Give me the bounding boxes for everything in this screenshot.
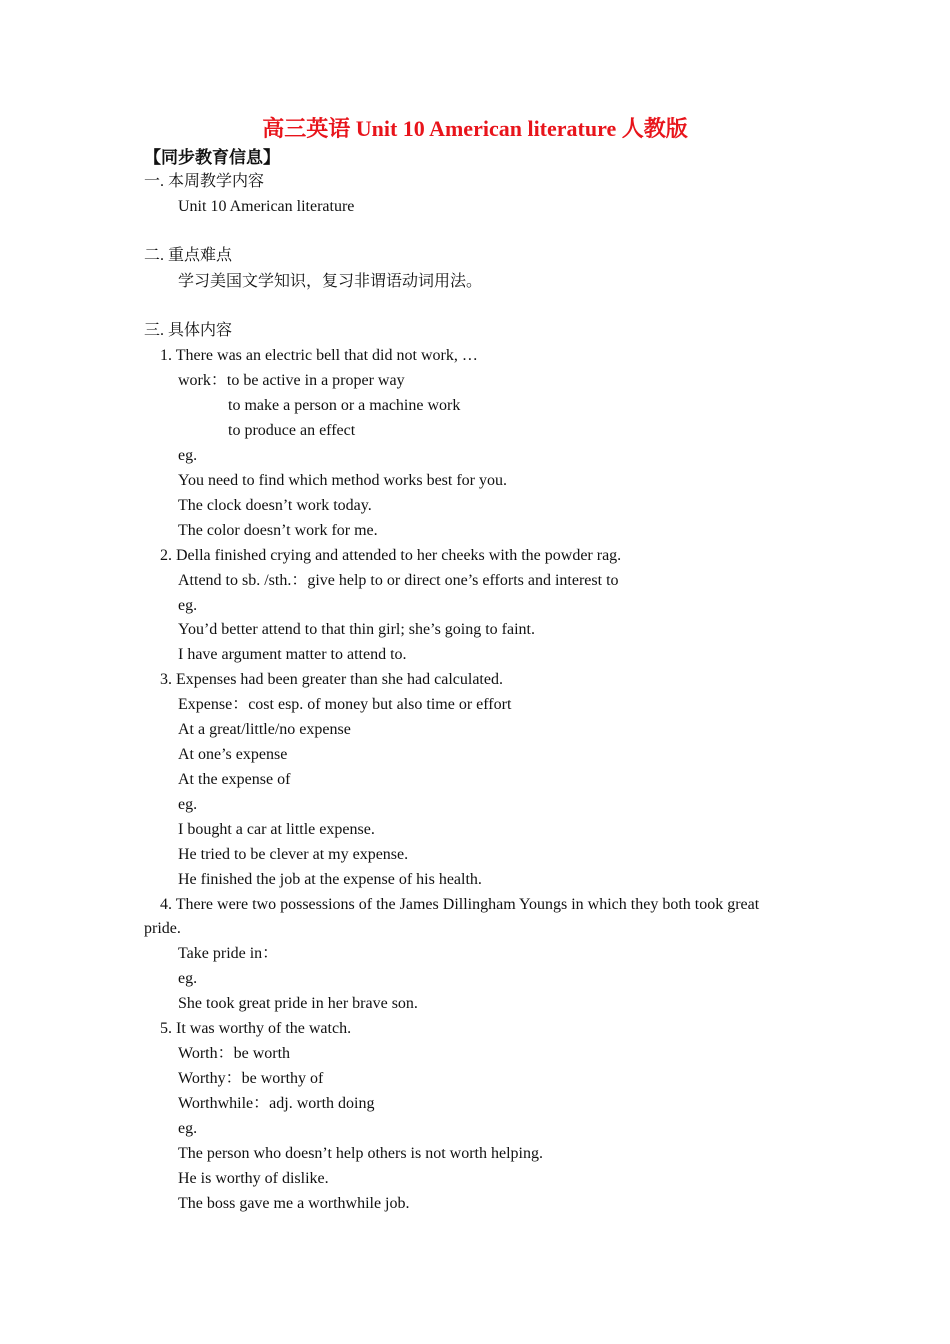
item-line: eg. [178,1120,198,1137]
item-line: The color doesn’t work for me. [178,522,378,539]
item-line: At one’s expense [178,746,288,763]
item-line: The person who doesn’t help others is not worth helping. [178,1145,543,1162]
section-heading: 二. 重点难点 [144,247,233,264]
item-line: I have argument matter to attend to. [178,646,407,663]
item-line: work：to be active in a proper way [178,372,405,389]
item-line: Worthwhile：adj. worth doing [178,1095,375,1112]
item-line: Expense：cost esp. of money but also time or effort [178,696,512,713]
item-line: Attend to sb. /sth.：give help to or direct one’s efforts and interest to [178,572,619,589]
item-sentence: 3. Expenses had been greater than she had calculated. [160,671,503,688]
item-sentence: 4. There were two possessions of the James Dillingham Youngs in which they both took great [160,896,760,913]
item-line: to produce an effect [228,422,356,439]
item-line: At a great/little/no expense [178,721,351,738]
item-line: eg. [178,447,198,464]
item-line: The boss gave me a worthwhile job. [178,1195,410,1212]
item-line: Take pride in： [178,945,279,962]
item-line: eg. [178,796,198,813]
item-line: He tried to be clever at my expense. [178,846,409,863]
document-title: 高三英语 Unit 10 American literature 人教版 [262,116,688,141]
item-line: You’d better attend to that thin girl; she’s going to faint. [178,621,535,638]
item-line: You need to find which method works best for you. [178,472,508,489]
item-line: eg. [178,597,198,614]
item-line: He finished the job at the expense of his health. [178,871,482,888]
item-sentence: 2. Della finished crying and attended to her cheeks with the powder rag. [160,547,622,564]
section-heading: 一. 本周教学内容 [144,173,265,190]
section-body: Unit 10 American literature [178,198,355,215]
item-line: I bought a car at little expense. [178,821,375,838]
item-line: She took great pride in her brave son. [178,995,418,1012]
item-sentence-continued: pride. [144,920,181,937]
item-line: At the expense of [178,771,291,788]
item-line: Worthy：be worthy of [178,1070,324,1087]
item-line: to make a person or a machine work [228,397,461,414]
item-line: He is worthy of dislike. [178,1170,329,1187]
section-body: 学习美国文学知识，复习非谓语动词用法。 [178,273,483,290]
item-sentence: 1. There was an electric bell that did not work, … [160,347,478,364]
item-line: The clock doesn’t work today. [178,497,372,514]
item-line: eg. [178,970,198,987]
item-sentence: 5. It was worthy of the watch. [160,1020,352,1037]
item-line: Worth：be worth [178,1045,291,1062]
section-header: 【同步教育信息】 [144,148,280,167]
section-heading: 三. 具体内容 [144,322,233,339]
